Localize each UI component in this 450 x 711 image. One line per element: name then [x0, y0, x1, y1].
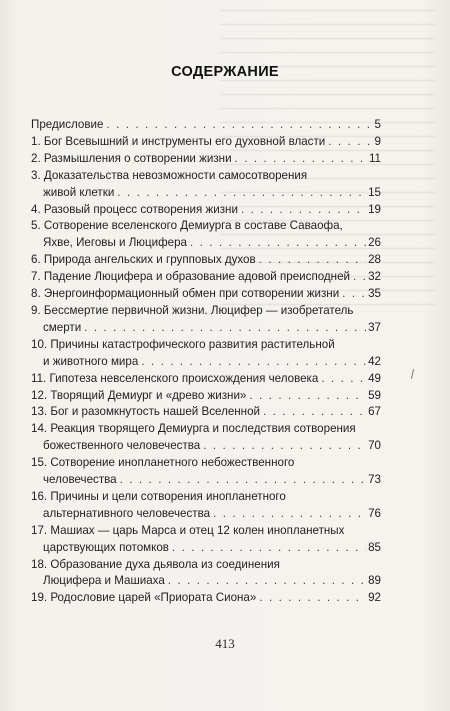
- toc-entry[interactable]: [31, 523, 381, 557]
- dot-leader: [117, 185, 366, 202]
- toc-entry-title: 8. Энергоинформационный обмен при сотворении жизни: [31, 287, 340, 301]
- toc-entry-title: смерти: [43, 320, 82, 334]
- toc-entry-page: 37: [368, 320, 381, 334]
- contents-heading: СОДЕРЖАНИЕ: [171, 64, 279, 80]
- dot-leader: [342, 286, 366, 303]
- toc-entry-page: 59: [368, 388, 381, 402]
- toc-entry-page: 26: [368, 236, 381, 250]
- toc-entry[interactable]: [31, 134, 381, 151]
- toc-entry-page: 49: [368, 371, 381, 385]
- toc-entry[interactable]: [31, 117, 381, 134]
- toc-entry[interactable]: [31, 218, 381, 252]
- pencil-mark: [411, 369, 414, 379]
- dot-leader: [328, 134, 372, 151]
- toc-entry-title: Предисловие: [31, 118, 104, 131]
- dot-leader: [141, 354, 366, 371]
- toc-entry[interactable]: [31, 252, 381, 269]
- toc-entry-title: 7. Падение Люцифера и образование адовой преисподней: [31, 270, 351, 284]
- dot-leader: [84, 320, 366, 337]
- dot-leader: [168, 573, 366, 590]
- toc-entry-page: 73: [368, 473, 381, 487]
- toc-entry-title: 11. Гипотеза невселенского происхождения человека: [31, 371, 319, 385]
- toc-entry-page: 35: [368, 287, 381, 301]
- toc-entry-title: 9. Бессмертие первичной жизни. Люцифер — изобретатель: [31, 303, 354, 317]
- toc-entry-title: 5. Сотворение вселенского Демиурга в составе Саваофа,: [31, 219, 343, 233]
- toc-entry-title: 12. Творящий Демиург и «древо жизни»: [31, 388, 247, 402]
- toc-entry-title: 2. Размышления о сотворении жизни: [31, 151, 232, 165]
- dot-leader: [120, 472, 366, 489]
- dot-leader: [259, 252, 366, 269]
- toc-entry[interactable]: [31, 371, 381, 388]
- dot-leader: [249, 388, 366, 405]
- toc-entry-page: 67: [368, 405, 381, 419]
- toc-entry[interactable]: [31, 269, 381, 286]
- toc-entry-title: 3. Доказательства невозможности самосотворения: [31, 168, 308, 182]
- toc-entry-page: 11: [368, 151, 381, 165]
- toc-entry[interactable]: [31, 303, 381, 337]
- toc-entry[interactable]: [31, 421, 381, 455]
- toc-entry-title: 10. Причины катастрофического развития растительной: [31, 337, 335, 351]
- toc-entry-title: 6. Природа ангельских и групповых духов: [31, 253, 256, 267]
- dot-leader: [259, 590, 366, 607]
- dot-leader: [263, 404, 366, 421]
- toc-entry-title: 13. Бог и разомкнутость нашей Вселенной: [31, 405, 261, 419]
- toc-entry[interactable]: [31, 388, 381, 405]
- toc-entry[interactable]: [31, 590, 381, 607]
- toc-entry-title: человечества: [43, 473, 117, 487]
- toc-entry-title: альтернативного человечества: [43, 506, 211, 520]
- toc-entry-title: Люцифера и Машиаха: [43, 574, 165, 588]
- dot-leader: [190, 235, 366, 252]
- toc-entry-page: 32: [368, 270, 381, 284]
- toc-entry-title: 4. Разовый процесс сотворения жизни: [31, 202, 238, 216]
- toc-entry[interactable]: [31, 557, 381, 591]
- dot-leader: [241, 202, 366, 219]
- toc-entry[interactable]: [31, 151, 381, 168]
- toc-entry[interactable]: [31, 455, 381, 489]
- toc-entry[interactable]: [31, 337, 381, 371]
- dot-leader: [203, 438, 366, 455]
- toc-entry[interactable]: [31, 168, 381, 202]
- toc-entry-page: 15: [368, 185, 381, 199]
- page-number: 413: [215, 636, 235, 651]
- toc-entry-title: и животного мира: [43, 354, 139, 368]
- toc-entry[interactable]: [31, 202, 381, 219]
- toc-entry-title: 1. Бог Всевышний и инструменты его духовной власти: [31, 134, 326, 148]
- toc-entry-page: 76: [368, 506, 381, 520]
- toc-entry-title: 14. Реакция творящего Демиурга и последствия сотворения: [31, 422, 356, 436]
- toc-entry-title: 19. Родословие царей «Приората Сиона»: [31, 591, 257, 605]
- toc-entry-title: 18. Образование духа дьявола из соединения: [31, 557, 280, 571]
- toc-entry-title: живой клетки: [43, 185, 115, 199]
- toc-entry-page: 85: [368, 540, 381, 554]
- toc-entry-page: 89: [368, 574, 381, 588]
- dot-leader: [235, 151, 367, 168]
- toc-entry-page: 19: [368, 202, 381, 216]
- toc-entry-title: 17. Машиах — царь Марса и отец 12 колен инопланетных: [31, 523, 345, 537]
- toc-entry-title: 15. Сотворение инопланетного небожественного: [31, 456, 295, 470]
- toc-entry[interactable]: [31, 404, 381, 421]
- table-of-contents: [31, 117, 381, 607]
- toc-entry-page: 9: [374, 134, 381, 148]
- dot-leader: [106, 117, 372, 134]
- toc-entry[interactable]: [31, 286, 381, 303]
- toc-entry-title: царствующих потомков: [43, 540, 169, 554]
- dot-leader: [321, 371, 366, 388]
- toc-entry-title: Яхве, Иеговы и Люцифера: [43, 236, 188, 250]
- toc-entry[interactable]: [31, 489, 381, 523]
- toc-entry-page: 70: [368, 439, 381, 453]
- toc-entry-page: 92: [368, 591, 381, 605]
- toc-entry-title: 16. Причины и цели сотворения инопланетного: [31, 489, 286, 503]
- toc-entry-page: 5: [374, 118, 381, 131]
- toc-entry-title: божественного человечества: [43, 439, 201, 453]
- toc-entry-page: 42: [368, 354, 381, 368]
- toc-entry-page: 28: [368, 253, 381, 267]
- dot-leader: [213, 506, 366, 523]
- dot-leader: [353, 269, 366, 286]
- dot-leader: [172, 540, 366, 557]
